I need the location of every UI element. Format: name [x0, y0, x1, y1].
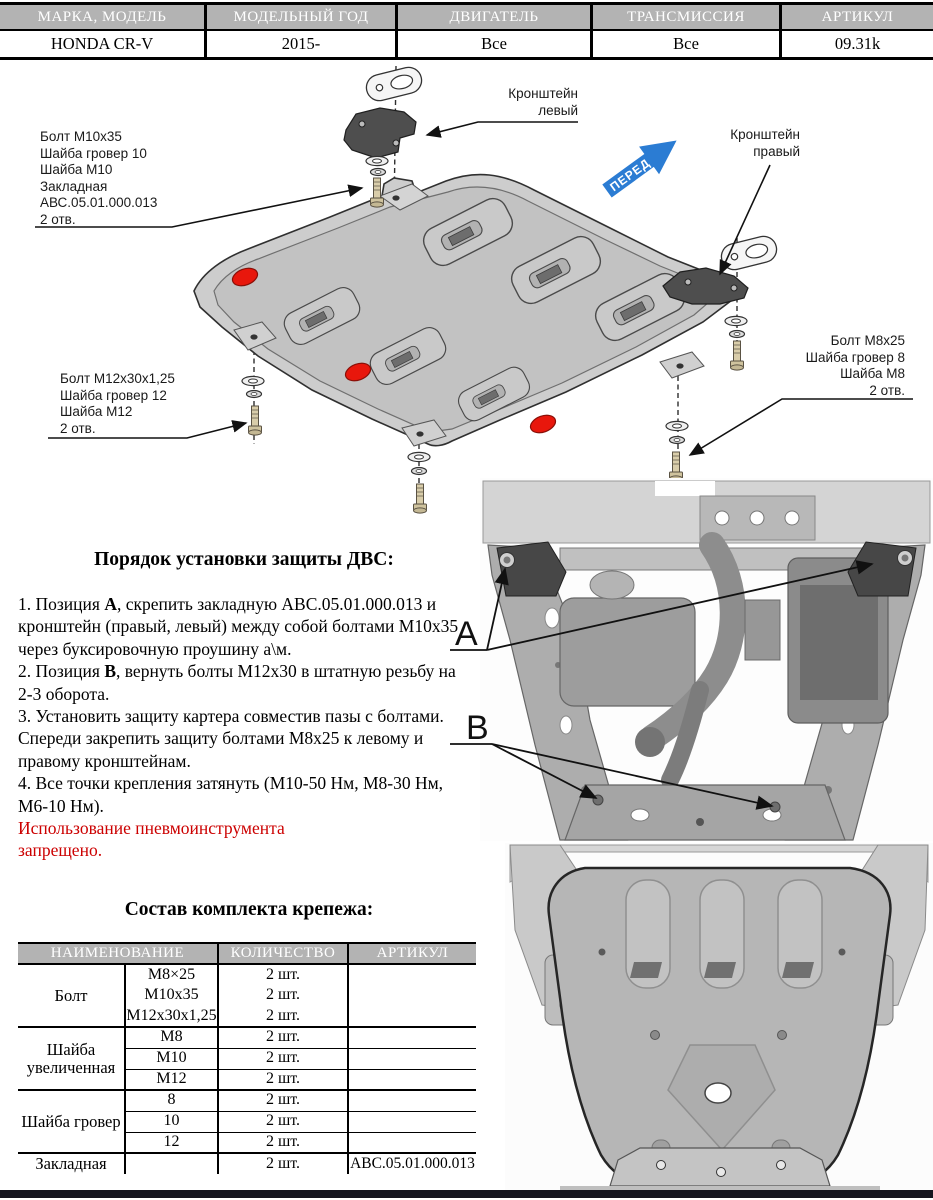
installation-instructions: [18, 549, 470, 862]
kit-row-bolt-m10x35: М10х35 2 шт.: [18, 985, 476, 1006]
callout-bracket-right: Кронштейн правый: [730, 127, 800, 159]
kit-header-qty: КОЛИЧЕСТВО: [218, 943, 348, 964]
kit-row-washer-m12: М12 2 шт.: [18, 1069, 476, 1090]
spec-header-engine: ДВИГАТЕЛЬ: [398, 5, 593, 29]
plate-rib-channels: [626, 880, 822, 988]
page-bottom-rule: [0, 1190, 933, 1198]
kit-row-grover-8: Шайба гровер 8 2 шт.: [18, 1090, 476, 1111]
instruction-step-1: 1. Позиция А, скрепить закладную АВС.05.01.000.013 и кронштейн (правый, левый) между собой болтами М10х35 через буксировочную проушину а\м.: [18, 594, 459, 659]
kit-row-grover-12: 12 2 шт.: [18, 1132, 476, 1153]
front-direction-arrow: [597, 127, 687, 205]
kit-row-embed-plate: Закладная 2 шт. АВС.05.01.000.013: [18, 1153, 476, 1174]
kit-row-bolt-m8x25: Болт М8×25 2 шт.: [18, 964, 476, 985]
position-b-label: B: [466, 709, 489, 747]
photo-installed-plate: [505, 843, 933, 1190]
instructions-title: Порядок установки защиты ДВС:: [94, 549, 394, 570]
rear-left-bolt-stack: [242, 376, 264, 435]
spec-value-year: 2015-: [207, 31, 398, 57]
callout-bolt-m8: Болт М8х25 Шайба гровер 8 Шайба М8 2 отв.: [805, 333, 905, 398]
callout-bracket-left: Кронштейн левый: [508, 86, 578, 118]
spec-header-article: АРТИКУЛ: [821, 8, 894, 25]
kit-embed-article: АВС.05.01.000.013: [348, 1153, 476, 1174]
instruction-step-4: 4. Все точки крепления затянуть (М10-50 Нм, М8-30 Нм, М6-10 Нм).: [18, 773, 444, 816]
spec-value-engine: Все: [398, 31, 593, 57]
kit-table-title: Состав комплекта крепежа:: [124, 899, 374, 920]
spec-header-year: МОДЕЛЬНЫЙ ГОД: [207, 5, 398, 29]
towing-eye-plate-right: [719, 234, 780, 273]
spec-value-article: 09.31k: [834, 34, 881, 53]
front-right-bolt-stack: [666, 421, 688, 481]
skid-plate-body: [194, 175, 736, 446]
kit-row-grover-10: 10 2 шт.: [18, 1111, 476, 1132]
fastener-kit-table: [18, 942, 476, 1174]
position-a-label: A: [455, 615, 478, 653]
photo-underbody: [480, 478, 933, 841]
front-arrow-label: ПЕРЕД: [607, 155, 653, 195]
spec-header-brand: МАРКА, МОДЕЛЬ: [0, 5, 207, 29]
spec-header-transmission: ТРАНСМИССИЯ: [593, 5, 782, 29]
towing-eye-plate-left: [364, 65, 425, 104]
callout-bolt-m12: Болт М12х30х1,25 Шайба гровер 12 Шайба М12 2 отв.: [60, 371, 175, 436]
instruction-step-2: 2. Позиция В, вернуть болты М12х30 в штатную резьбу на 2-3 оборота.: [18, 661, 456, 704]
pneumatic-tool-warning-line2: запрещено.: [18, 840, 103, 861]
spec-value-transmission: Все: [593, 31, 782, 57]
bracket-left-part: [344, 108, 416, 158]
kit-row-washer-m10: М10 2 шт.: [18, 1048, 476, 1069]
pneumatic-tool-warning-line1: Использование пневмоинструмента: [18, 818, 285, 839]
spec-value-brand: HONDA CR-V: [0, 31, 207, 57]
kit-row-washer-m8: Шайба увеличенная М8 2 шт.: [18, 1027, 476, 1048]
kit-row-bolt-m12x30: М12х30х1,25 2 шт.: [18, 1006, 476, 1027]
callout-bolt-m10: Болт М10х35 Шайба гровер 10 Шайба М10 Закладная АВС.05.01.000.013 2 отв.: [40, 129, 158, 227]
kit-header-name: НАИМЕНОВАНИЕ: [18, 943, 218, 964]
kit-header-article: АРТИКУЛ: [348, 943, 476, 964]
kit-header-row: [18, 943, 476, 964]
instruction-step-3: 3. Установить защиту картера совместив пазы с болтами. Спереди закрепить защиту болтами М8х25 к левому и правому кронштейнам.: [18, 706, 444, 771]
